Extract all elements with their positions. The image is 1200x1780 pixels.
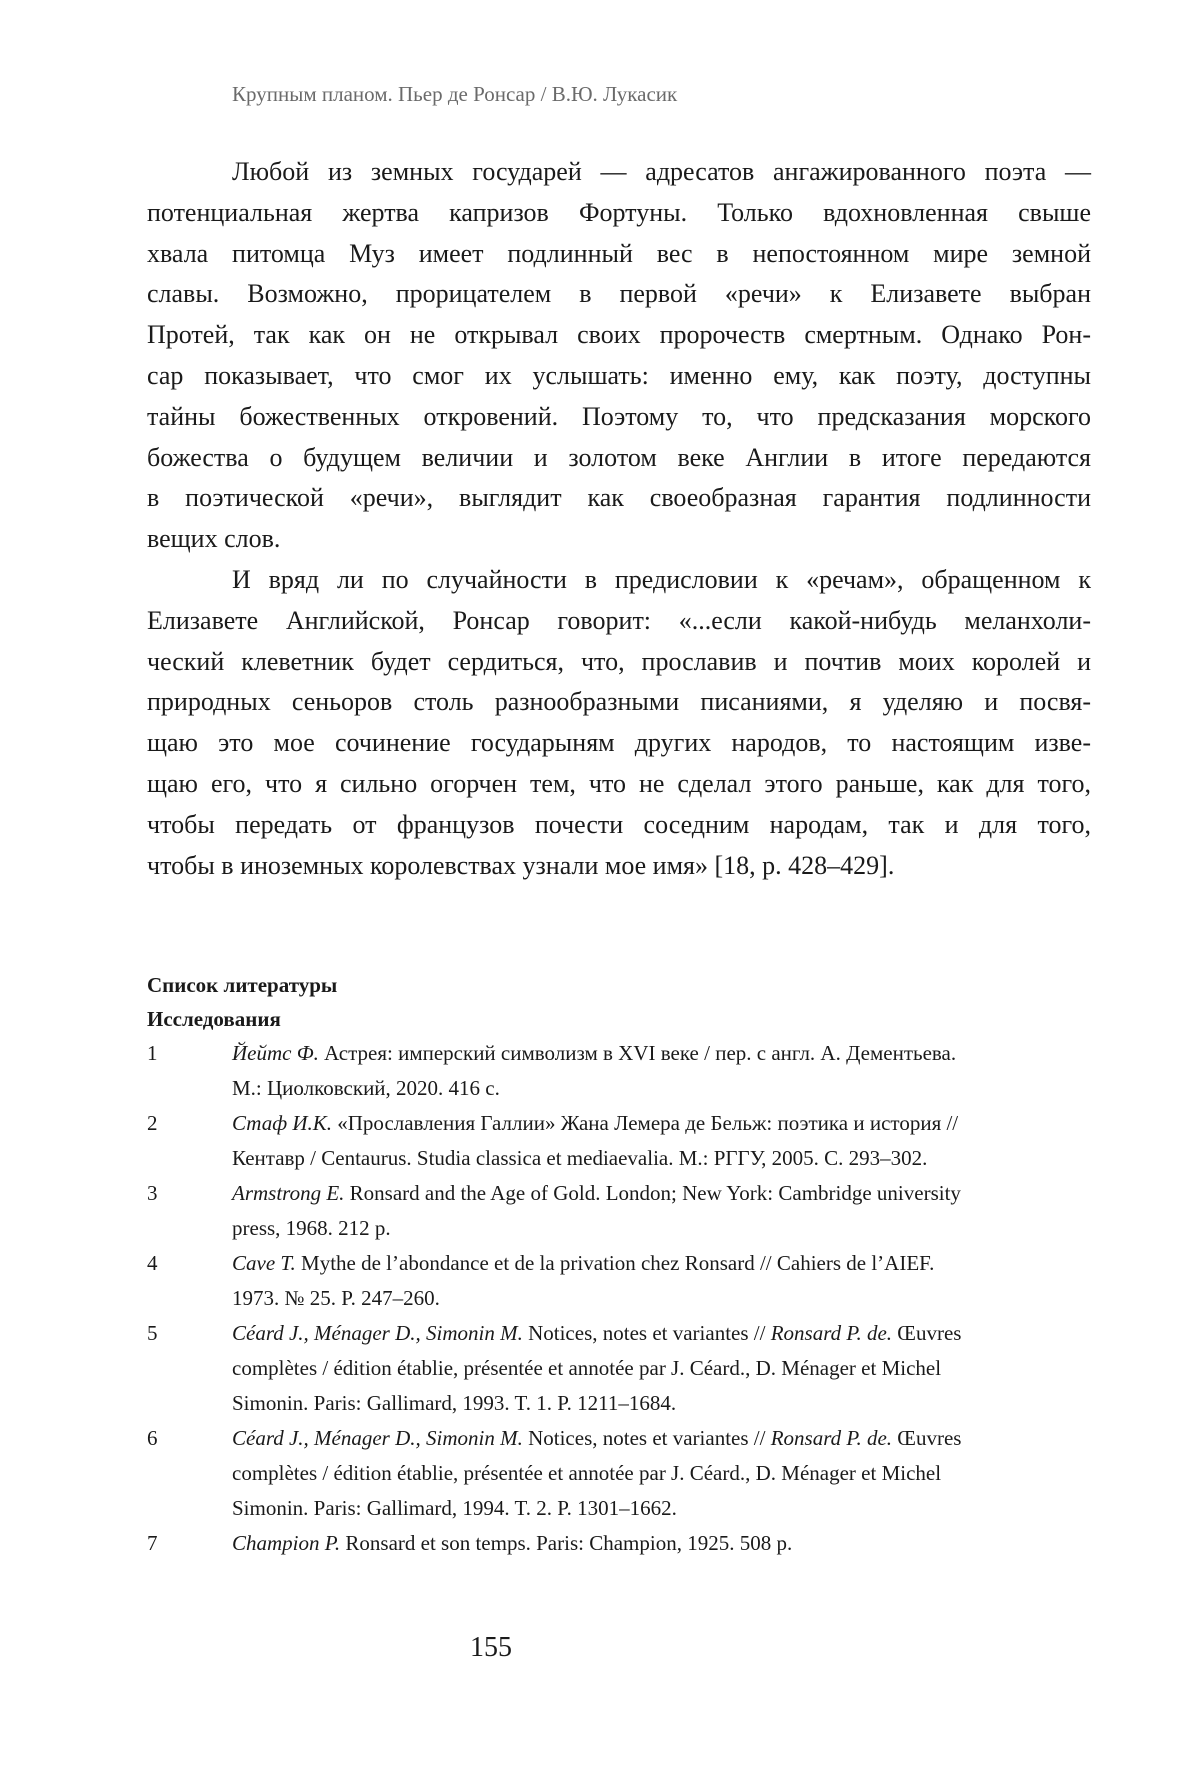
reference-text: Notices, notes et variantes // bbox=[522, 1426, 771, 1450]
reference-item bbox=[147, 1316, 1091, 1421]
bibliography bbox=[147, 968, 1091, 1561]
running-header: Крупным планом. Пьер де Ронсар / В.Ю. Лукасик bbox=[232, 82, 678, 106]
reference-author: Armstrong E. bbox=[232, 1181, 345, 1205]
reference-line bbox=[232, 1421, 1091, 1456]
reference-text: Ronsard et son temps. Paris: Champion, 1925. 508 p. bbox=[340, 1531, 793, 1555]
reference-line bbox=[232, 1316, 1091, 1351]
text-line: Любой из земных государей — адресатов ангажированного поэта — bbox=[232, 157, 1091, 186]
reference-number: 1 bbox=[147, 1041, 158, 1065]
reference-number: 4 bbox=[147, 1251, 158, 1275]
reference-text: Notices, notes et variantes // bbox=[522, 1321, 771, 1345]
reference-author: Ronsard P. de. bbox=[770, 1321, 893, 1345]
reference-line bbox=[232, 1526, 1091, 1561]
text-line: божества о будущем величии и золотом веке Англии в итоге передаются bbox=[147, 442, 1091, 472]
reference-line bbox=[232, 1211, 1091, 1246]
paragraph bbox=[147, 152, 1091, 560]
reference-line bbox=[232, 1386, 1091, 1421]
reference-author: Cave T. bbox=[232, 1251, 296, 1275]
reference-text: Œuvres bbox=[892, 1426, 962, 1450]
reference-text: Simonin. Paris: Gallimard, 1993. T. 1. P. 1211–1684. bbox=[232, 1391, 677, 1415]
text-line: Протей, так как он не открывал своих пророчеств смертным. Однако Рон- bbox=[147, 320, 1091, 350]
reference-text: М.: Циолковский, 2020. 416 с. bbox=[232, 1076, 500, 1100]
text-line: славы. Возможно, прорицателем в первой «речи» к Елизавете выбран bbox=[147, 279, 1091, 309]
reference-item bbox=[147, 1246, 1091, 1316]
reference-author: Стаф И.К. bbox=[232, 1111, 332, 1135]
reference-text: Ronsard and the Age of Gold. London; New York: Cambridge university bbox=[344, 1181, 961, 1205]
bibliography-title: Список литературы bbox=[147, 973, 338, 997]
reference-author: Champion P. bbox=[232, 1531, 341, 1555]
reference-item bbox=[147, 1526, 1091, 1561]
text-line: щаю это мое сочинение государыням других народов, то настоящим изве- bbox=[147, 728, 1091, 758]
bibliography-subtitle: Исследования bbox=[147, 1007, 281, 1031]
reference-number: 5 bbox=[147, 1321, 158, 1345]
reference-author: Céard J., Ménager D., Simonin M. bbox=[232, 1321, 523, 1345]
page-number: 155 bbox=[470, 1632, 512, 1663]
reference-item bbox=[147, 1106, 1091, 1176]
reference-text: Mythe de l’abondance et de la privation chez Ronsard // Cahiers de l’AIEF. bbox=[295, 1251, 935, 1275]
reference-line bbox=[232, 1176, 1091, 1211]
text-line: щаю его, что я сильно огорчен тем, что не сделал этого раньше, как для того, bbox=[147, 768, 1091, 798]
reference-line bbox=[232, 1246, 1091, 1281]
text-line: сар показывает, что смог их услышать: именно ему, как поэту, доступны bbox=[147, 360, 1091, 390]
body-text bbox=[147, 152, 1091, 886]
reference-text: Simonin. Paris: Gallimard, 1994. T. 2. P. 1301–1662. bbox=[232, 1496, 677, 1520]
text-line: потенциальная жертва капризов Фортуны. Только вдохновленная свыше bbox=[147, 197, 1091, 227]
reference-text: press, 1968. 212 p. bbox=[232, 1216, 391, 1240]
reference-text: Œuvres bbox=[892, 1321, 962, 1345]
reference-item bbox=[147, 1421, 1091, 1526]
reference-number: 7 bbox=[147, 1531, 158, 1555]
text-line: Елизавете Английской, Ронсар говорит: «...если какой-нибудь меланхоли- bbox=[147, 605, 1091, 635]
reference-item bbox=[147, 1036, 1091, 1106]
reference-text: complètes / édition établie, présentée et annotée par J. Céard., D. Ménager et Michel bbox=[232, 1461, 942, 1485]
text-line: природных сеньоров столь разнообразными писаниями, я уделяю и посвя- bbox=[147, 687, 1091, 717]
reference-line bbox=[232, 1491, 1091, 1526]
reference-text: 1973. № 25. P. 247–260. bbox=[232, 1286, 440, 1310]
reference-author: Ronsard P. de. bbox=[770, 1426, 893, 1450]
text-line: И вряд ли по случайности в предисловии к «речам», обращенном к bbox=[232, 564, 1091, 594]
reference-text: Кентавр / Centaurus. Studia classica et mediaevalia. М.: РГГУ, 2005. С. 293–302. bbox=[232, 1146, 928, 1170]
text-line: чтобы передать от французов почести соседним народам, так и для того, bbox=[147, 809, 1091, 839]
text-line: хвала питомца Муз имеет подлинный вес в непостоянном мире земной bbox=[147, 238, 1091, 268]
reference-text: complètes / édition établie, présentée et annotée par J. Céard., D. Ménager et Michel bbox=[232, 1356, 942, 1380]
text-line: чтобы в иноземных королевствах узнали мое имя» [18, p. 428–429]. bbox=[147, 850, 895, 880]
text-line: в поэтической «речи», выглядит как своеобразная гарантия подлинности bbox=[147, 483, 1091, 513]
reference-text: «Прославления Галлии» Жана Лемера де Бельж: поэтика и история // bbox=[332, 1111, 959, 1135]
text-line: тайны божественных откровений. Поэтому то, что предсказания морского bbox=[147, 401, 1091, 431]
paragraph bbox=[147, 560, 1091, 886]
reference-item bbox=[147, 1176, 1091, 1246]
reference-number: 6 bbox=[147, 1426, 158, 1450]
reference-number: 3 bbox=[147, 1181, 158, 1205]
text-line: ческий клеветник будет сердиться, что, прославив и почтив моих королей и bbox=[147, 646, 1091, 676]
reference-author: Йейтс Ф. bbox=[232, 1041, 319, 1065]
reference-line bbox=[232, 1281, 1091, 1316]
text-line: вещих слов. bbox=[147, 524, 281, 554]
reference-line bbox=[232, 1456, 1091, 1491]
reference-line bbox=[232, 1141, 1091, 1176]
reference-list bbox=[147, 1036, 1091, 1561]
reference-line bbox=[232, 1036, 1091, 1071]
reference-text: Астрея: имперский символизм в XVI веке / пер. с англ. А. Дементьева. bbox=[318, 1041, 957, 1065]
reference-line bbox=[232, 1106, 1091, 1141]
reference-line bbox=[232, 1071, 1091, 1106]
reference-line bbox=[232, 1351, 1091, 1386]
reference-author: Céard J., Ménager D., Simonin M. bbox=[232, 1426, 523, 1450]
reference-number: 2 bbox=[147, 1111, 158, 1135]
